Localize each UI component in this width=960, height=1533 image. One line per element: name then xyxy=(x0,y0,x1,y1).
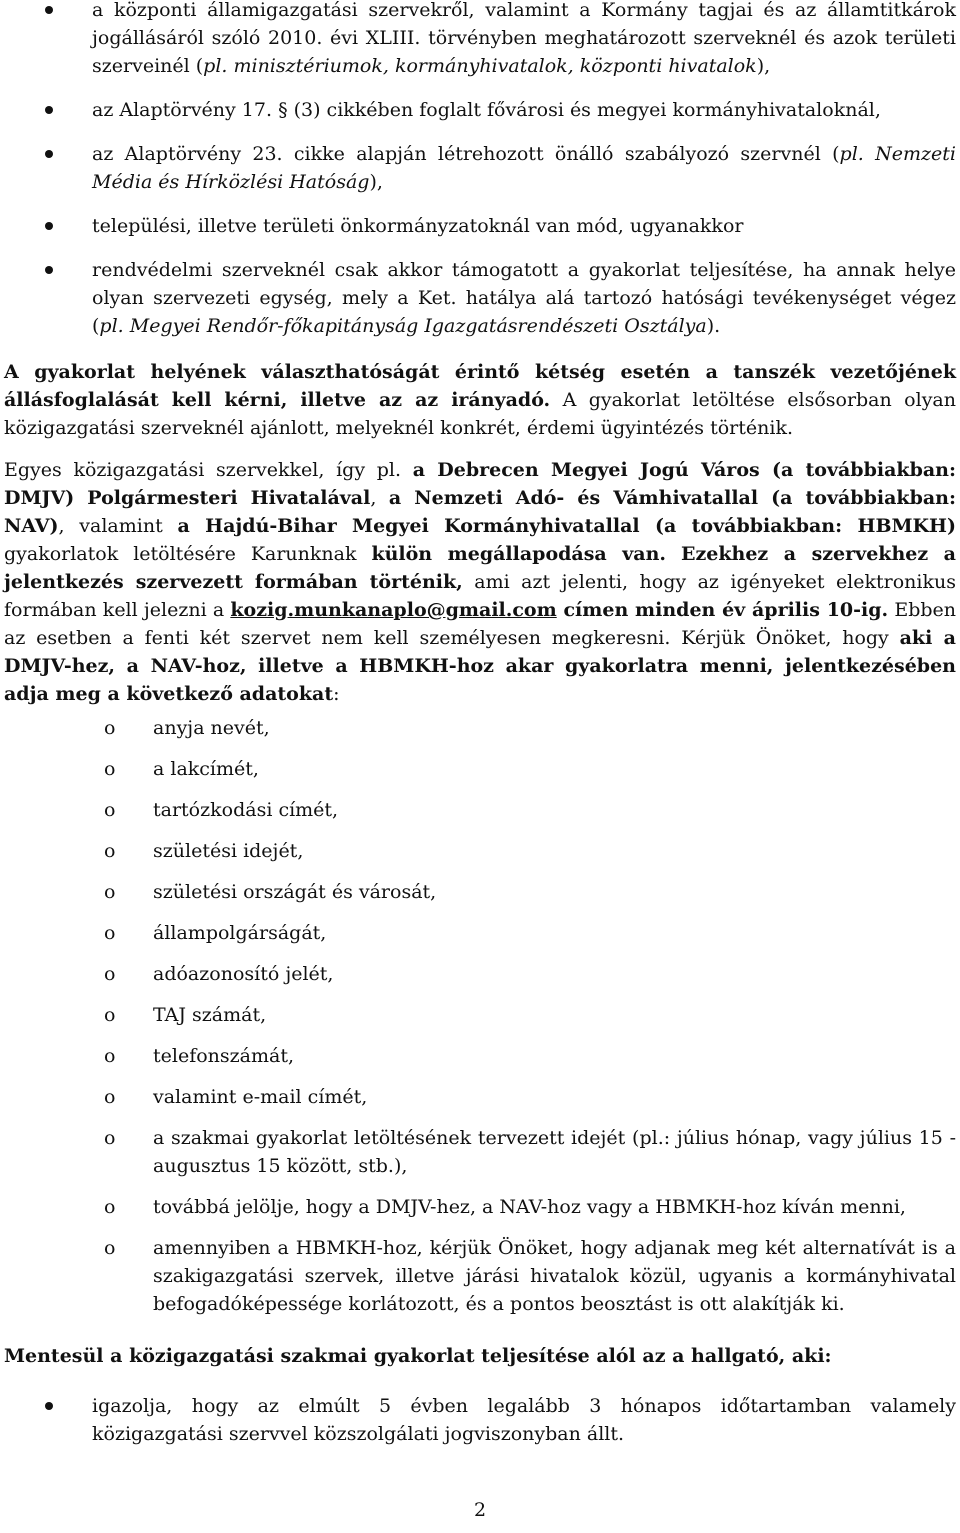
data-item: o a lakcímét, xyxy=(4,755,956,783)
page-number: 2 xyxy=(473,1499,487,1521)
list-marker: o xyxy=(104,881,116,903)
authority-bullet-3: az Alaptörvény 23. cikke alapján létrehozott önálló szabályozó szervnél (pl. Nemzeti Média és Hírközlési Hatóság), xyxy=(4,140,956,196)
list-marker: o xyxy=(104,922,116,944)
exemption-bullet-list xyxy=(4,1392,956,1448)
exemption-bullet-1: igazolja, hogy az elmúlt 5 évben legalább 3 hónapos időtartamban valamely közigazgatási szervvel közszolgálati jogviszonyban állt. xyxy=(4,1392,956,1448)
data-item: o tartózkodási címét, xyxy=(4,796,956,824)
list-marker: o xyxy=(104,840,116,862)
list-marker: o xyxy=(104,1045,116,1067)
page-body xyxy=(4,0,956,1448)
list-marker: o xyxy=(104,1086,116,1108)
data-item: o telefonszámát, xyxy=(4,1042,956,1070)
list-marker: o xyxy=(104,1004,116,1026)
data-item: o anyja nevét, xyxy=(4,714,956,742)
data-item: o TAJ számát, xyxy=(4,1001,956,1029)
authority-bullet-1: a központi államigazgatási szervekről, valamint a Kormány tagjai és az államtitkárok jogállásáról szóló 2010. évi XLIII. törvényben meghatározott szerveknél és azok területi szerveinél (pl. minisztériumok, kormányhivatalok, központi hivatalok), xyxy=(4,0,956,80)
authority-bullet-2: az Alaptörvény 17. § (3) cikkében foglalt fővárosi és megyei kormányhivataloknál, xyxy=(4,96,956,124)
data-item: o születési idejét, xyxy=(4,837,956,865)
doubt-paragraph: A gyakorlat helyének választhatóságát érintő kétség esetén a tanszék vezetőjének állásfoglalását kell kérni, illetve az az irányadó. A gyakorlat letöltése elsősorban olyan közigazgatási szerveknél ajánlott, melyeknél konkrét, érdemi ügyintézés történik. xyxy=(4,361,956,439)
exemption-heading: Mentesül a közigazgatási szakmai gyakorlat teljesítése alól az a hallgató, aki: xyxy=(4,1345,832,1367)
agreements-paragraph: Egyes közigazgatási szervekkel, így pl. a Debrecen Megyei Jogú Város (a továbbiakban: DMJV) Polgármesteri Hivatalával, a Nemzeti Adó- és Vámhivatallal (a továbbiakban: NAV), valamint a Hajdú-Bihar Megyei Kormányhivatallal (a továbbiakban: HBMKH) gyakorlatok letöltésére Karunknak külön megállapodása van. Ezekhez a szervekhez a jelentkezés szervezett formában történik, ami azt jelenti, hogy az igényeket elektronikus formában kell jelezni a kozig.munkanaplo@gmail.com címen minden év április 10-ig. Ebben az esetben a fenti két szervet nem kell személyesen megkeresni. Kérjük Önöket, hogy aki a DMJV-hez, a NAV-hoz, illetve a HBMKH-hoz akar gyakorlatra menni, jelentkezésében adja meg a következő adatokat: xyxy=(4,459,956,705)
authority-bullet-5: rendvédelmi szerveknél csak akkor támogatott a gyakorlat teljesítése, ha annak helye olyan szervezeti egység, mely a Ket. hatálya alá tartozó hatósági tevékenységet végez (pl. Megyei Rendőr-főkapitányság Igazgatásrendészeti Osztálya). xyxy=(4,256,956,340)
data-item: o adóazonosító jelét, xyxy=(4,960,956,988)
data-item: o továbbá jelölje, hogy a DMJV-hez, a NAV-hoz vagy a HBMKH-hoz kíván menni, xyxy=(4,1193,956,1221)
list-marker: o xyxy=(104,963,116,985)
authority-bullet-4: települési, illetve területi önkormányzatoknál van mód, ugyanakkor xyxy=(4,212,956,240)
authority-bullet-list xyxy=(4,0,956,340)
required-data-list xyxy=(4,714,956,1318)
list-marker: o xyxy=(104,717,116,739)
data-item: o amennyiben a HBMKH-hoz, kérjük Önöket, hogy adjanak meg két alternatívát is a szakigazgatási szervek, illetve járási hivatalok közül, ugyanis a kormányhivatal befogadóképessége korlátozott, és a pontos beosztást is ott alakítják ki. xyxy=(4,1234,956,1318)
list-marker: o xyxy=(104,799,116,821)
data-item: o a szakmai gyakorlat letöltésének tervezett idejét (pl.: július hónap, vagy július 15 - augusztus 15 között, stb.), xyxy=(4,1124,956,1180)
list-marker: o xyxy=(104,1196,116,1218)
list-marker: o xyxy=(104,758,116,780)
email-link[interactable]: kozig.munkanaplo@gmail.com xyxy=(230,599,557,621)
data-item: o valamint e-mail címét, xyxy=(4,1083,956,1111)
data-item: o születési országát és városát, xyxy=(4,878,956,906)
list-marker: o xyxy=(104,1127,116,1149)
data-item: o állampolgárságát, xyxy=(4,919,956,947)
list-marker: o xyxy=(104,1237,116,1259)
